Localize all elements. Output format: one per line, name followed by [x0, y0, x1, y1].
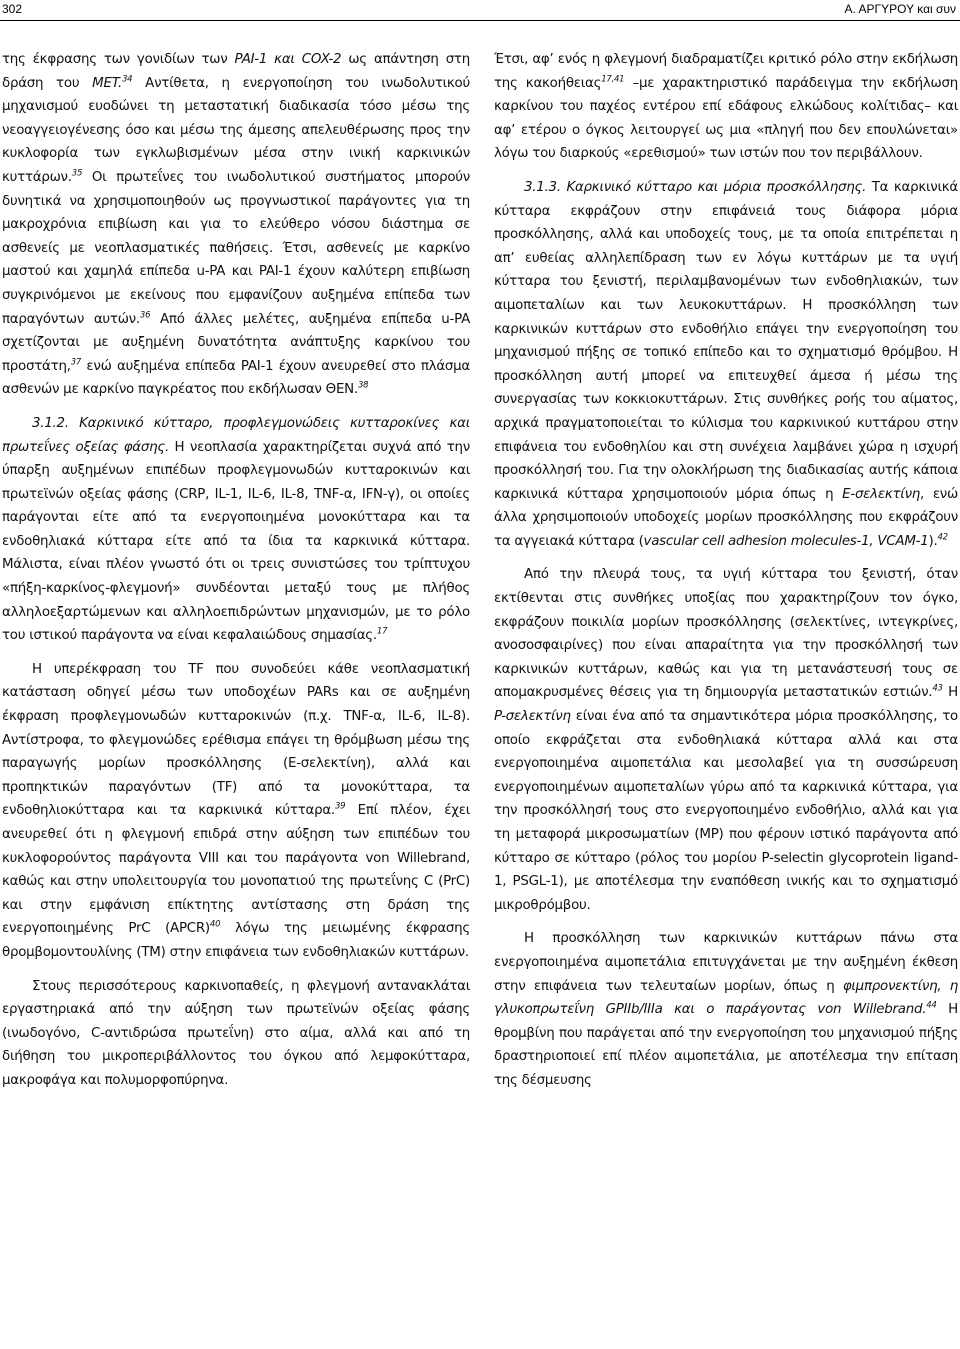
citation: 43	[932, 683, 943, 694]
citation: 35	[71, 168, 83, 179]
citation: 42	[937, 532, 948, 543]
paragraph-inflammation-lab: Στους περισσότερους καρκινοπαθείς, η φλεγμονή αντανακλάται εργαστηριακά από την αύξηση των πρωτεϊνών οξείας φάσης (ινωδογόνο, C-αντιδρώσα πρωτεΐνη) στο αίμα, αλλά και από τη διήθηση του μικροπεριβάλλοντος του όγκου από λεμφοκύτταρα, μακροφάγα και πολυμορφοπύρηνα.	[2, 978, 470, 1088]
section-title: Καρκινικό κύτταρο και μόρια προσκόλλησης.	[560, 179, 867, 195]
citation: 34	[122, 74, 133, 85]
paragraph-tf-overexpression: Η υπερέκφραση του TF που συνοδεύει κάθε νεοπλασματική κατάσταση οδηγεί μέσω των υποδοχέων PARs και σε αυξημένη έκφραση προφλεγμονωδών κυτταροκινών (π.χ. TNF-α, IL-6, IL-8). Αντίστροφα, το φλεγμονώδες ερέθισμα επάγει τη θρόμβωση μέσω της παραγωγής μορίων προσκόλλησης (E-σελεκτίνη), αλλά και προπηκτικών παραγόντων (TF) από τα μονοκύτταρα, τα ενδοθηλιοκύτταρα και τα καρκινικά κύτταρα.$^{39}$ Επί πλέον, έχει ανευρεθεί ότι η φλεγμονή επιδρά στην αύξηση των επιπέδων του κυκλοφορούντος παράγοντα VIII και του παράγοντα von Willebrand, καθώς και στην υπολειτουργία του μονοπατιού της πρωτεΐνης C (PrC) και στην εμφάνιση επίκτητης αντίστασης στη δράση της ενεργοποιημένης PrC (APCR)$^{40}$ λόγω της μειωμένης έκφρασης θρομβομοντουλίνης (TM) στην επιφάνεια των ενδοθηλιακών κυττάρων.	[2, 661, 471, 960]
citation: 17,41	[601, 74, 625, 85]
paragraph-inflammation-role: Έτσι, αφ’ ενός η φλεγμονή διαδραματίζει κριτικό ρόλο στην εκδήλωση της κακοήθειας$^{17,41}$ –με χαρακτηριστικό παράδειγμα την εκδήλωση καρκίνου του παχέος εντέρου επί εδάφους ελκώδους κολίτιδας– και αφ’ ετέρου ο όγκος λειτουργεί ως μια «πληγή που δεν επουλώνεται» λόγω του διαρκούς «ερεθισμού» των ιστών που τον περιβάλλουν.	[494, 52, 958, 162]
section-number: 3.1.2.	[32, 415, 69, 431]
citation: 37	[70, 357, 82, 368]
running-head: Α. ΑΡΓΥΡΟΥ και συν	[844, 2, 956, 16]
citation: 38	[357, 380, 369, 391]
right-column	[494, 48, 958, 1093]
citation: 40	[209, 919, 221, 930]
citation: 36	[139, 310, 151, 321]
paragraph-platelet-adhesion: Η προσκόλληση των καρκινικών κυττάρων πάνω στα ενεργοποιημένα αιμοπετάλια επιτυγχάνεται με την αυξημένη έκθεση στην επιφάνεια των τελευταίων μορίων, όπως η φιμπρονεκτίνη, η γλυκοπρωτεΐνη GPIIb/IIIa και ο παράγοντας von Willebrand.$^{44}$ Η θρομβίνη που παράγεται από την ενεργοποίηση του μηχανισμού πήξης δραστηριοποιεί επί πλέον αιμοπετάλια, με αποτέλεσμα την επίταση της δέσμευσης	[494, 931, 958, 1088]
paragraph-host-cells: Από την πλευρά τους, τα υγιή κύτταρα του ξενιστή, όταν εκτίθενται στις συνθήκες υποξίας που χαρακτηρίζουν τον όγκο, εκφράζουν ποικιλία μορίων προσκόλλησης (σελεκτίνες, ιντεγκρίνες, ανοσοσφαιρίνες) που είναι απαραίτητα για την προσκόλλησή των καρκινικών κυττάρων, καθώς και για τη μετανάστευσή τους σε απομακρυσμένες θέσεις για τη δημιουργία μεταστατικών εστιών.$^{43}$ Η P-σελεκτίνη είναι ένα από τα σημαντικότερα μόρια προσκόλλησης, το οποίο εκφράζεται στα ενδοθηλιακά κύτταρα αλλά και στα ενεργοποιημένα αιμοπετάλια και μεσολαβεί για τη συσσώρευση ενεργοποιημένων αιμοπεταλίων γύρω από τα καρκινικά κύτταρα, για την προσκόλλησή τους στο ενεργοποιημένο ενδοθήλιο, αλλά και για τη μεταφορά μικροσωματίων (MP) που φέρουν ιστικό παράγοντα από κύτταρο σε κύτταρο (ρόλος του μορίου P-selectin glycoprotein ligand-1, PSGL-1), με αποτέλεσμα την εναπόθεση ινικής και το σχηματισμό μικροθρόμβου.	[494, 567, 958, 913]
section-3-1-3: 3.1.3. Καρκινικό κύτταρο και μόρια προσκόλλησης. Τα καρκινικά κύτταρα εκφράζουν στην επιφάνειά τους διάφορα μόρια προσκόλλησης, αλλά και υποδοχείς τους, με τα οποία επιτρέπεται η απ’ ευθείας αλληλεπίδραση των εν λόγω κυττάρων με τα υγιή κύτταρα του ξενιστή, περιλαμβανομένων των ενδοθηλιακών, των αιμοπεταλίων και των λευκοκυττάρων. Η προσκόλληση των καρκινικών κυττάρων στο ενδοθήλιο επάγει την ενεργοποίηση του μηχανισμού πήξης σε τοπικό επίπεδο και το σχηματισμό θρόμβου. Η προσκόλληση αυτή μπορεί να επιτευχθεί άμεσα ή μέσω της συνεργασίας των κοκκιοκυττάρων. Στις συνθήκες ροής του αίματος, αρχικά πραγματοποιείται το κύλισμα του καρκινικού κυττάρου στην επιφάνεια του ενδοθηλίου και στη συνέχεια λαμβάνει χώρα η ισχυρή προσκόλλησή του. Για την ολοκλήρωση της διαδικασίας αυτής κάποια καρκινικά κύτταρα χρησιμοποιούν μόρια όπως η E-σελεκτίνη, ενώ άλλα χρησιμοποιούν υποδοχείς μορίων προσκόλλησης που εκφράζουν τα αγγειακά κύτταρα (vascular cell adhesion molecules-1, VCAM-1).$^{42}$	[494, 179, 958, 549]
header-rule	[0, 20, 960, 21]
paragraph-fibrinolysis: της έκφρασης των γονιδίων των PAI-1 και COX-2 ως απάντηση στη δράση του MET.$^{34}$ Αντίθετα, η ενεργοποίηση του ινωδολυτικού μηχανισμού ευοδώνει τη μεταστατική διαδικασία τόσο μέσω της νεοαγγειογένεσης όσο και μέσω της άμεσης απελευθέρωσης προς την κυκλοφορία των εγκλωβισμένων μέσα στην ινική καρκινικών κυττάρων.$^{35}$ Οι πρωτεΐνες του ινωδολυτικού συστήματος μπορούν δυνητικά να χρησιμοποιηθούν ως προγνωστικοί παράγοντες για τη μακροχρόνια επιβίωση και για το ελεύθερο νόσου διάστημα σε ασθενείς με νεοπλασματικές παθήσεις. Έτσι, ασθενείς με καρκίνο μαστού και χαμηλά επίπεδα u-PA και PAI-1 έχουν καλύτερη επιβίωση συγκρινόμενοι με εκείνους που εμφανίζουν αυξημένα επίπεδα των παραγόντων αυτών.$^{36}$ Από άλλες μελέτες, αυξημένα επίπεδα u-PA σχετίζονται με αυξημένη δυνατότητα ανάπτυξης καρκίνου του προστάτη,$^{37}$ ενώ αυξημένα επίπεδα PAI-1 έχουν ανευρεθεί στο πλάσμα ασθενών με καρκίνο παγκρέατος που εκδήλωσαν ΘΕΝ.$^{38}$	[2, 52, 471, 398]
citation: 44	[926, 1000, 937, 1011]
page-number: 302	[2, 2, 23, 16]
citation: 17	[376, 626, 388, 637]
section-title: Καρκινικό κύτταρο, προφλεγμονώδεις κυτταροκίνες και πρωτεΐνες οξείας φάσης.	[2, 415, 470, 455]
citation: 39	[334, 801, 346, 812]
left-column	[2, 48, 470, 1093]
section-3-1-2: 3.1.2. Καρκινικό κύτταρο, προφλεγμονώδεις κυτταροκίνες και πρωτεΐνες οξείας φάσης. Η νεοπλασία χαρακτηρίζεται συχνά από την ύπαρξη αυξημένων επιπέδων προφλεγμονωδών κυτταροκινών και πρωτεϊνών οξείας φάσης (CRP, IL-1, IL-6, IL-8, TNF-α, IFN-γ), οι οποίες παράγονται είτε από τα ενεργοποιημένα μονοκύτταρα και τα ενδοθηλιακά κύτταρα είτε από τα ίδια τα καρκινικά κύτταρα. Μάλιστα, είναι πλέον γνωστό ότι οι τρεις συνιστώσες του τρίπτυχου «πήξη-καρκίνος-φλεγμονή» συνδέονται μεταξύ τους με πλήθος αλληλοεξαρτώμενων και αλληλοεπιδρώντων μηχανισμών, με το ρόλο του ιστικού παράγοντα να είναι κεφαλαιώδους σημασίας.$^{17}$	[2, 415, 470, 644]
section-number: 3.1.3.	[524, 179, 561, 195]
